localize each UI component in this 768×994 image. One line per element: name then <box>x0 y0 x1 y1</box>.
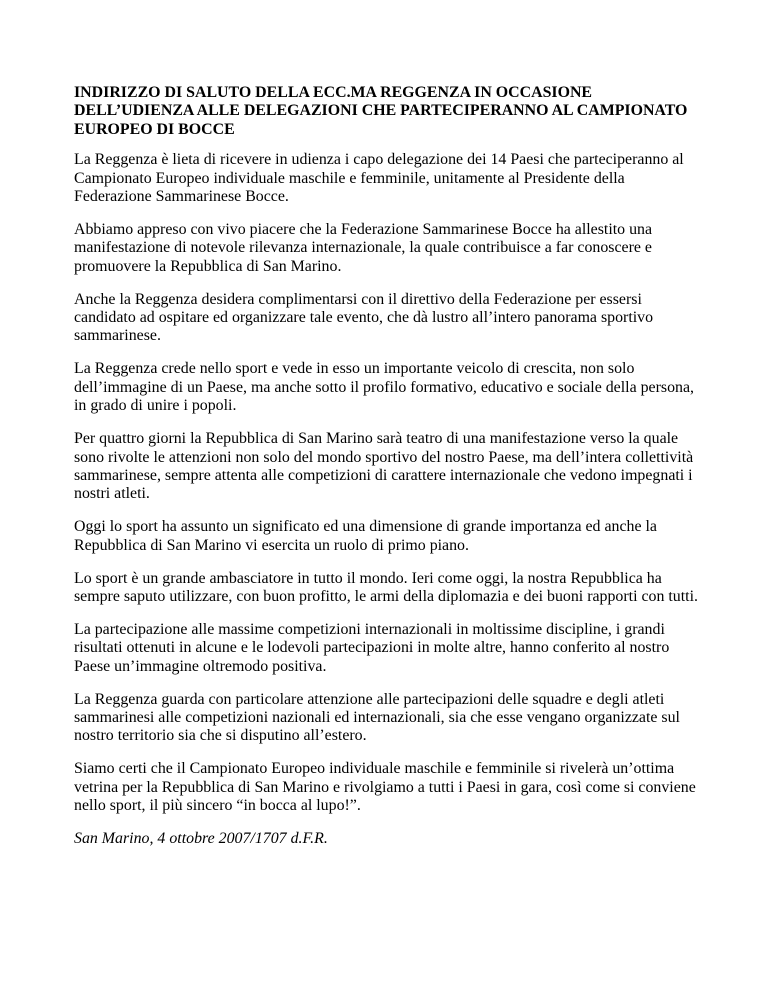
document-body <box>74 84 706 848</box>
paragraph-7: Lo sport è un grande ambasciatore in tutto il mondo. Ieri come oggi, la nostra Repubblica ha sempre saputo utilizzare, con buon profitto, le armi della diplomazia e dei buoni rapporti con tutti. <box>74 569 698 605</box>
paragraph-5: Per quattro giorni la Repubblica di San Marino sarà teatro di una manifestazione verso la quale sono rivolte le attenzioni non solo del mondo sportivo del nostro Paese, ma dell’intera collettività sammarinese, sempre attenta alle competizioni di carattere internazionale che vedono impegnati i nostri atleti. <box>74 430 694 503</box>
paragraph-2: Abbiamo appreso con vivo piacere che la Federazione Sammarinese Bocce ha allestito una manifestazione di notevole rilevanza internazionale, la quale contribuisce a far conoscere e promuovere la Repubblica di San Marino. <box>74 220 653 275</box>
date-signoff: San Marino, 4 ottobre 2007/1707 d.F.R. <box>74 830 328 847</box>
paragraph-9: La Reggenza guarda con particolare attenzione alle partecipazioni delle squadre e degli atleti sammarinesi alle competizioni nazionali ed internazionali, sia che esse vengano organizzate sul nostro territorio sia che si disputino all’estero. <box>74 690 680 745</box>
paragraph-6: Oggi lo sport ha assunto un significato ed una dimensione di grande importanza ed anche la Repubblica di San Marino vi esercita un ruolo di primo piano. <box>74 518 657 554</box>
paragraph-8: La partecipazione alle massime competizioni internazionali in moltissime discipline, i grandi risultati ottenuti in alcune e le lodevoli partecipazioni in molte altre, hanno conferito al nostro Paese un’immagine oltremodo positiva. <box>74 620 670 675</box>
paragraph-1: La Reggenza è lieta di ricevere in udienza i capo delegazione dei 14 Paesi che parteciperanno al Campionato Europeo individuale maschile e femminile, unitamente al Presidente della Federazione Sammarinese Bocce. <box>74 151 684 206</box>
paragraph-10: Siamo certi che il Campionato Europeo individuale maschile e femminile si rivelerà un’ottima vetrina per la Repubblica di San Marino e rivolgiamo a tutti i Paesi in gara, così come si conviene nello sport, il più sincero “in bocca al lupo!”. <box>74 760 696 815</box>
paragraph-3: Anche la Reggenza desidera complimentarsi con il direttivo della Federazione per essersi candidato ad ospitare ed organizzare tale evento, che dà lustro all’intero panorama sportivo sammarinese. <box>74 290 654 345</box>
paragraph-4: La Reggenza crede nello sport e vede in esso un importante veicolo di crescita, non solo dell’immagine di un Paese, ma anche sotto il profilo formativo, educativo e sociale della persona, in grado di unire i popoli. <box>74 360 694 415</box>
document-title: INDIRIZZO DI SALUTO DELLA ECC.MA REGGENZA IN OCCASIONE DELL’UDIENZA ALLE DELEGAZIONI CHE PARTECIPERANNO AL CAMPIONATO EUROPEO DI BOCCE <box>74 84 688 138</box>
